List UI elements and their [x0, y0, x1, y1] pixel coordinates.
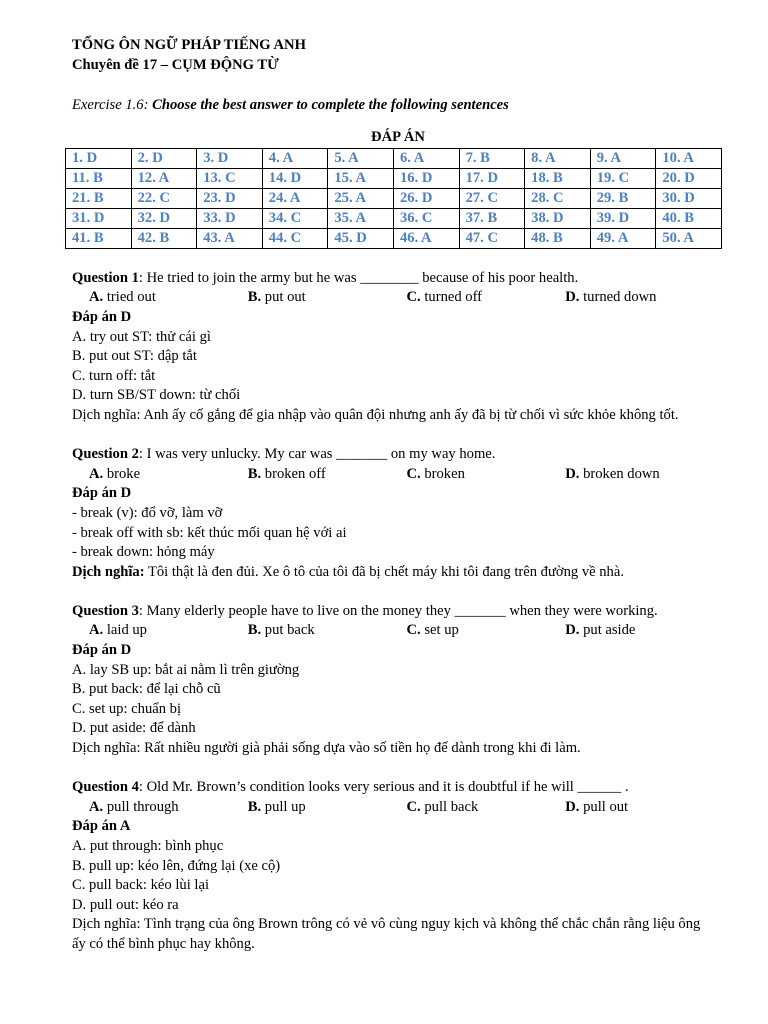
option-1 [248, 621, 407, 641]
answer-cell: 38. D [525, 209, 591, 229]
answer-cell: 22. C [131, 189, 197, 209]
option-letter: D. [565, 289, 580, 306]
doc-title: TỔNG ÔN NGỮ PHÁP TIẾNG ANH [72, 37, 306, 53]
question-text: : Old Mr. Brown’s condition looks very serious and it is doubtful if he will ______ . [138, 779, 629, 796]
answer-cell: 20. D [656, 169, 722, 189]
option-text: put back [261, 622, 315, 639]
answer-cell: 47. C [459, 229, 525, 249]
answer-cell: 18. B [525, 169, 591, 189]
answer-label: Đáp án D [72, 642, 132, 659]
question-stem [72, 445, 724, 465]
answer-cell: 34. C [262, 209, 328, 229]
option-text: broke [103, 465, 141, 482]
question-text: : He tried to join the army but he was ________ because of his poor health. [138, 269, 579, 286]
option-letter: B. [247, 465, 262, 482]
answer-cell: 14. D [262, 169, 328, 189]
question-block [72, 778, 724, 954]
question-stem [72, 602, 724, 622]
option-letter: C. [406, 289, 421, 306]
translation [72, 915, 712, 954]
answer-key-heading: ĐÁP ÁN [371, 129, 425, 146]
option-text: put out [261, 289, 306, 306]
answer-cell: 17. D [459, 169, 525, 189]
answer-row [66, 229, 722, 249]
answer-label: Đáp án D [72, 485, 132, 502]
option-2 [407, 798, 566, 818]
option-text: broken down [579, 465, 660, 482]
option-letter: C. [406, 798, 421, 815]
question-label: Question 3 [72, 602, 139, 619]
answer-cell: 40. B [656, 209, 722, 229]
answer-label: Đáp án D [72, 308, 132, 325]
answer-cell: 7. B [459, 149, 525, 169]
explanation-note: C. pull back: kéo lùi lại [72, 877, 209, 894]
answer-cell: 15. A [328, 169, 394, 189]
answer-cell: 10. A [656, 149, 722, 169]
translation-text: Tôi thật là đen đủi. Xe ô tô của tôi đã bị chết máy khi tôi đang trên đường về nhà. [144, 563, 624, 580]
option-3 [565, 798, 724, 818]
spacer [72, 582, 724, 602]
question-label: Question 2 [72, 446, 139, 463]
option-0 [89, 288, 248, 308]
option-text: broken [420, 465, 465, 482]
translation [72, 739, 712, 759]
answer-cell: 11. B [66, 169, 132, 189]
option-letter: D. [565, 465, 580, 482]
option-letter: D. [565, 798, 580, 815]
explanation-note: D. put aside: để dành [72, 720, 196, 737]
question-stem [72, 778, 724, 798]
answer-cell: 35. A [328, 209, 394, 229]
translation-text: Dịch nghĩa: Anh ấy cố gắng để gia nhập vào quân đội nhưng anh ấy đã bị từ chối vì sức khỏe không tốt. [72, 406, 679, 423]
option-text: laid up [103, 622, 147, 639]
option-2 [407, 621, 566, 641]
option-letter: B. [247, 622, 262, 639]
answer-cell: 5. A [328, 149, 394, 169]
answer-cell: 6. A [393, 149, 459, 169]
answer-cell: 16. D [393, 169, 459, 189]
answer-cell: 13. C [197, 169, 263, 189]
exercise-label: Exercise 1.6 [72, 97, 144, 114]
exercise-heading: Exercise 1.6: Choose the best answer to complete the following sentences [72, 97, 509, 114]
answer-cell: 30. D [656, 189, 722, 209]
spacer [72, 759, 724, 779]
option-0 [89, 465, 248, 485]
answer-cell: 29. B [590, 189, 656, 209]
doc-subtitle: Chuyên đề 17 – CỤM ĐỘNG TỪ [72, 56, 279, 73]
question-text: : I was very unlucky. My car was _______ on my way home. [138, 446, 496, 463]
question-stem [72, 269, 724, 289]
answer-row [66, 149, 722, 169]
option-letter: D. [565, 622, 580, 639]
explanation-note: A. try out ST: thử cái gì [72, 328, 211, 345]
translation-text: Dịch nghĩa: Rất nhiều người già phải sống dựa vào số tiền họ để dành trong khi đi làm. [72, 740, 581, 757]
explanation-note: A. put through: bình phục [72, 838, 224, 854]
answer-key-table [65, 148, 722, 249]
option-text: turned off [420, 289, 483, 306]
answer-cell: 19. C [590, 169, 656, 189]
option-2 [407, 465, 566, 485]
option-3 [565, 465, 724, 485]
answer-cell: 44. C [262, 229, 328, 249]
explanation-note: B. put out ST: dập tắt [72, 348, 197, 365]
option-text: pull up [261, 798, 306, 815]
explanation-note: B. pull up: kéo lên, đứng lại (xe cộ) [72, 857, 281, 874]
option-letter: A. [89, 289, 104, 306]
explanation-note: - break off with sb: kết thúc mối quan hệ với ai [72, 524, 347, 541]
option-letter: B. [247, 289, 262, 306]
option-letter: A. [89, 622, 104, 639]
option-letter: C. [406, 622, 421, 639]
answer-cell: 33. D [197, 209, 263, 229]
option-text: tried out [103, 289, 156, 306]
answer-cell: 50. A [656, 229, 722, 249]
answer-cell: 46. A [393, 229, 459, 249]
translation-label: Dịch nghĩa: [72, 563, 145, 580]
options-row [72, 465, 724, 485]
option-text: broken off [261, 465, 326, 482]
options-row [72, 798, 724, 818]
answer-cell: 9. A [590, 149, 656, 169]
answer-cell: 31. D [66, 209, 132, 229]
explanation-note: C. set up: chuẩn bị [72, 700, 182, 717]
answer-cell: 24. A [262, 189, 328, 209]
option-text: put aside [579, 622, 636, 639]
answer-cell: 45. D [328, 229, 394, 249]
answer-cell: 2. D [131, 149, 197, 169]
question-block [72, 445, 724, 582]
answer-cell: 43. A [197, 229, 263, 249]
explanation-note: C. turn off: tắt [72, 367, 156, 384]
answer-cell: 21. B [66, 189, 132, 209]
option-letter: A. [89, 465, 104, 482]
option-1 [248, 288, 407, 308]
option-3 [565, 288, 724, 308]
questions-list [72, 249, 724, 954]
option-3 [565, 621, 724, 641]
option-text: pull back [420, 798, 479, 815]
document-page [72, 36, 724, 955]
answer-cell: 12. A [131, 169, 197, 189]
option-letter: B. [247, 798, 262, 815]
option-letter: C. [406, 465, 421, 482]
option-2 [407, 288, 566, 308]
option-0 [89, 621, 248, 641]
answer-cell: 49. A [590, 229, 656, 249]
answer-cell: 41. B [66, 229, 132, 249]
explanation-note: - break down: hỏng máy [72, 544, 215, 561]
answer-cell: 27. C [459, 189, 525, 209]
question-text: : Many elderly people have to live on the money they _______ when they were working. [138, 602, 658, 619]
question-label: Question 1 [72, 269, 139, 286]
translation [72, 563, 712, 583]
answer-cell: 4. A [262, 149, 328, 169]
option-text: turned down [579, 289, 657, 306]
answer-cell: 3. D [197, 149, 263, 169]
answer-row [66, 209, 722, 229]
spacer [72, 426, 724, 446]
exercise-instruction: Choose the best answer to complete the following sentences [152, 97, 509, 114]
translation-text: Dịch nghĩa: Tình trạng của ông Brown trông có vẻ vô cùng nguy kịch và không thể chắc chắn rằng liệu ông ấy có thể bình phục hay không. [72, 916, 701, 952]
answer-cell: 26. D [393, 189, 459, 209]
answer-cell: 23. D [197, 189, 263, 209]
answer-cell: 32. D [131, 209, 197, 229]
answer-cell: 25. A [328, 189, 394, 209]
option-0 [89, 798, 248, 818]
option-text: pull out [579, 798, 629, 815]
translation [72, 406, 712, 426]
answer-row [66, 189, 722, 209]
answer-cell: 1. D [66, 149, 132, 169]
answer-cell: 8. A [525, 149, 591, 169]
options-row [72, 288, 724, 308]
option-1 [248, 798, 407, 818]
explanation-note: D. pull out: kéo ra [72, 896, 179, 913]
answer-cell: 37. B [459, 209, 525, 229]
answer-cell: 28. C [525, 189, 591, 209]
answer-cell: 39. D [590, 209, 656, 229]
question-block [72, 269, 724, 426]
answer-row [66, 169, 722, 189]
spacer [72, 249, 724, 269]
explanation-note: D. turn SB/ST down: từ chối [72, 387, 241, 404]
explanation-note: B. put back: để lại chỗ cũ [72, 681, 221, 698]
explanation-note: A. lay SB up: bắt ai nằm lì trên giường [72, 661, 300, 678]
answer-cell: 42. B [131, 229, 197, 249]
options-row [72, 621, 724, 641]
answer-label: Đáp án A [72, 818, 131, 835]
explanation-note: - break (v): đổ vỡ, làm vỡ [72, 504, 223, 521]
option-letter: A. [89, 798, 104, 815]
answer-cell: 48. B [525, 229, 591, 249]
answer-cell: 36. C [393, 209, 459, 229]
question-label: Question 4 [72, 779, 139, 796]
option-text: set up [420, 622, 459, 639]
option-1 [248, 465, 407, 485]
question-block [72, 602, 724, 759]
option-text: pull through [103, 798, 179, 815]
